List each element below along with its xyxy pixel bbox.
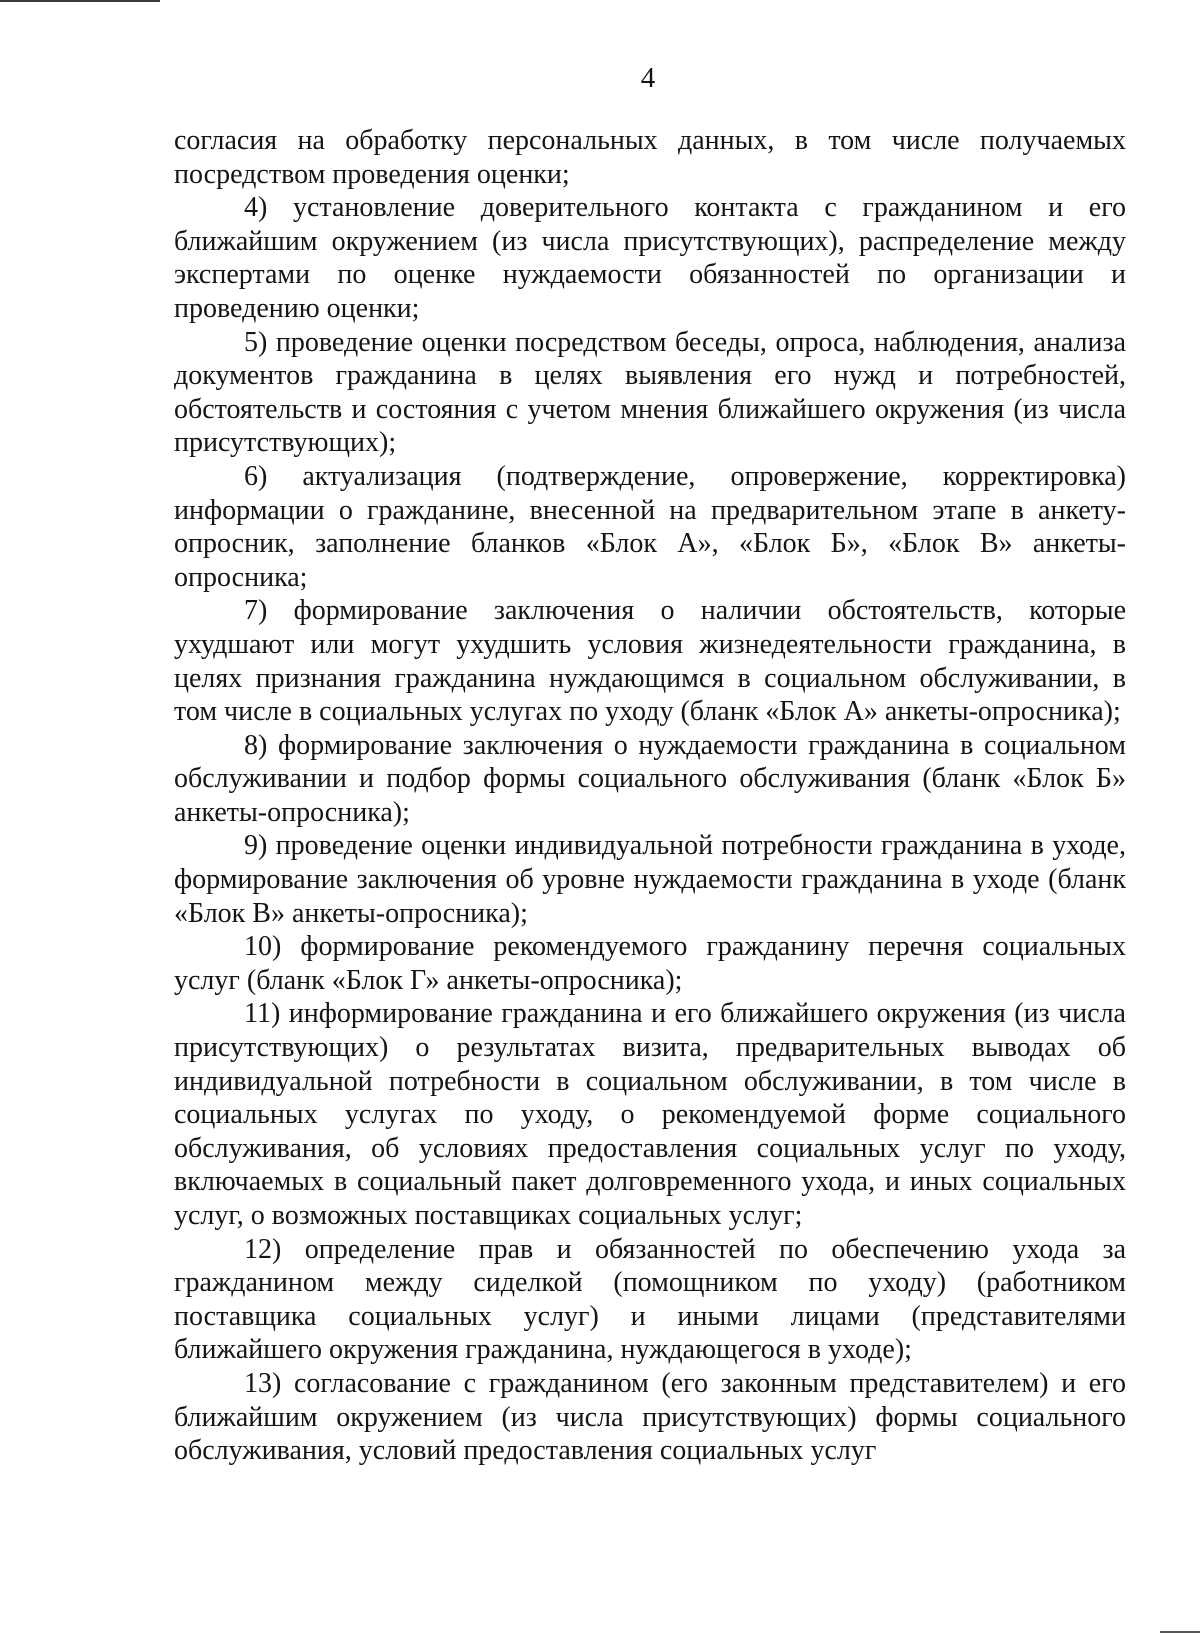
list-item-7: 7) формирование заключения о наличии обстоятельств, которые ухудшают или могут ухудшить условия жизнедеятельности гражданина, в целях признания гражданина нуждающимся в социальном обслуживании, в том числе в социальных услугах по уходу (бланк «Блок А» анкеты-опросника); xyxy=(174,595,1126,728)
scan-edge-mark xyxy=(0,0,160,2)
document-body xyxy=(174,124,1126,1468)
list-item-12: 12) определение прав и обязанностей по обеспечению ухода за гражданином между сиделкой (помощником по уходу) (работником поставщика социальных услуг) и иными лицами (представителями ближайшего окружения гражданина, нуждающегося в уходе); xyxy=(174,1233,1126,1366)
list-item-6: 6) актуализация (подтверждение, опровержение, корректировка) информации о гражданине, внесенной на предварительном этапе в анкету-опросник, заполнение бланков «Блок А», «Блок Б», «Блок В» анкеты-опросника; xyxy=(174,460,1126,593)
page-number: 4 xyxy=(640,62,656,94)
list-item-4: 4) установление доверительного контакта с гражданином и его ближайшим окружением (из числа присутствующих), распределение между экспертами по оценке нуждаемости обязанностей по организации и проведению оценки; xyxy=(174,192,1126,324)
list-item-13: 13) согласование с гражданином (его законным представителем) и его ближайшим окружением (из числа присутствующих) формы социального обслуживания, условий предоставления социальных услуг xyxy=(174,1367,1126,1467)
paragraph-continuation: согласия на обработку персональных данных, в том числе получаемых посредством проведения оценки; xyxy=(174,125,1126,190)
list-item-10: 10) формирование рекомендуемого гражданину перечня социальных услуг (бланк «Блок Г» анкеты-опросника); xyxy=(174,931,1126,996)
list-item-8: 8) формирование заключения о нуждаемости гражданина в социальном обслуживании и подбор формы социального обслуживания (бланк «Блок Б» анкеты-опросника); xyxy=(174,729,1126,828)
list-item-11: 11) информирование гражданина и его ближайшего окружения (из числа присутствующих) о результатах визита, предварительных выводах об индивидуальной потребности в социальном обслуживании, в том числе в социальных услугах по уходу, о рекомендуемой форме социального обслуживания, об условиях предоставления социальных услуг по уходу, включаемых в социальный пакет долговременного ухода, и иных социальных услуг, о возможных поставщиках социальных услуг; xyxy=(174,998,1126,1231)
list-item-5: 5) проведение оценки посредством беседы, опроса, наблюдения, анализа документов гражданина в целях выявления его нужд и потребностей, обстоятельств и состояния с учетом мнения ближайшего окружения (из числа присутствующих); xyxy=(174,326,1126,459)
list-item-9: 9) проведение оценки индивидуальной потребности гражданина в уходе, формирование заключения об уровне нуждаемости гражданина в уходе (бланк «Блок В» анкеты-опросника); xyxy=(174,830,1126,929)
